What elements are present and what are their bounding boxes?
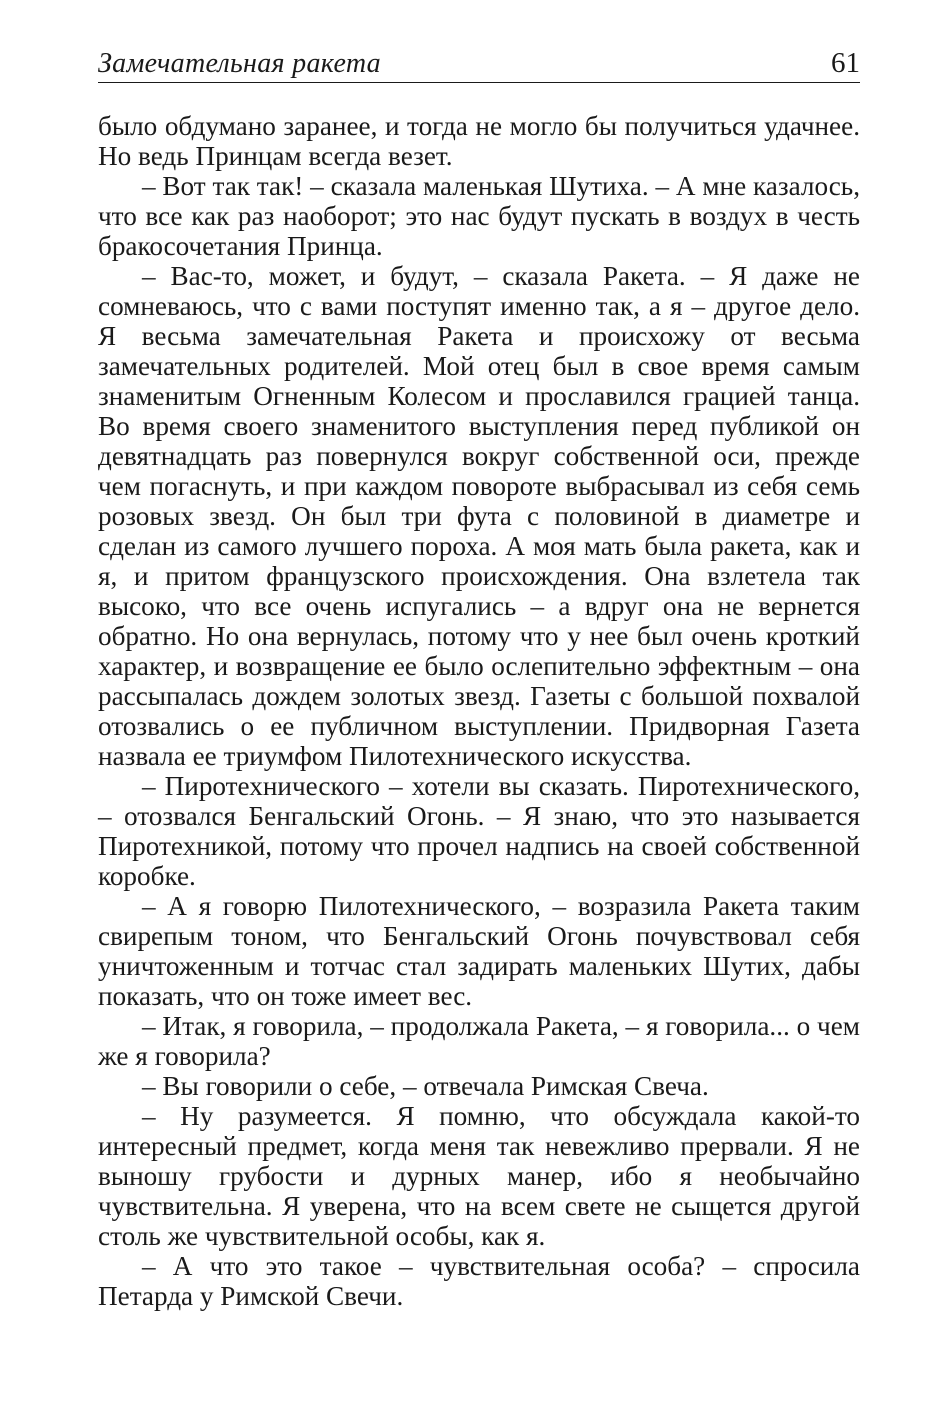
paragraph: – Пиротехнического – хотели вы сказать. Пиротехнического, – отозвался Бенгальский Огонь. – Я знаю, что это называется Пиротехникой, потому что прочел надпись на своей собственной коробке. bbox=[98, 771, 860, 891]
chapter-title: Замечательная ракета bbox=[98, 48, 381, 79]
paragraph: – А я говорю Пилотехнического, – возразила Ракета таким свирепым тоном, что Бенгальский Огонь почувствовал себя уничтоженным и тотчас стал задирать маленьких Шутих, дабы показать, что он тоже имеет вес. bbox=[98, 891, 860, 1011]
paragraph: – Вот так так! – сказала маленькая Шутиха. – А мне казалось, что все как раз наоборот; это нас будут пускать в воздух в честь бракосочетания Принца. bbox=[98, 171, 860, 261]
running-header bbox=[98, 38, 860, 83]
paragraph: было обдумано заранее, и тогда не могло бы получиться удачнее. Но ведь Принцам всегда везет. bbox=[98, 111, 860, 171]
paragraph: – Итак, я говорила, – продолжала Ракета, – я говорила... о чем же я говорила? bbox=[98, 1011, 860, 1071]
body-text bbox=[98, 111, 860, 1311]
paragraph: – Вы говорили о себе, – отвечала Римская Свеча. bbox=[142, 1071, 709, 1101]
paragraph: – Вас-то, может, и будут, – сказала Ракета. – Я даже не сомневаюсь, что с вами поступят именно так, а я – другое дело. Я весьма замечательная Ракета и происхожу от весьма замечательных родителей. Мой отец был в свое время самым знаменитым Огненным Колесом и прославился грацией танца. Во время своего знаменитого выступления перед публикой он девятнадцать раз повернулся вокруг собственной оси, прежде чем погаснуть, и при каждом повороте выбрасывал из себя семь розовых звезд. Он был три фута с половиной в диаметре и сделан из самого лучшего пороха. А моя мать была ракета, как и я, и притом французского происхождения. Она взлетела так высоко, что все очень испугались – а вдруг она не вернется обратно. Но она вернулась, потому что у нее был очень кроткий характер, и возвращение ее было ослепительно эффектным – она рассыпалась дождем золотых звезд. Газеты с большой похвалой отозвались о ее публичном выступлении. Придворная Газета назвала ее триумфом Пилотехнического искусства. bbox=[98, 261, 860, 771]
page-number: 61 bbox=[831, 47, 860, 79]
book-page bbox=[98, 38, 860, 1311]
paragraph: – Ну разумеется. Я помню, что обсуждала какой-то интересный предмет, когда меня так невежливо прервали. Я не выношу грубости и дурных манер, ибо я необычайно чувствительна. Я уверена, что на всем свете не сыщется другой столь же чувствительной особы, как я. bbox=[98, 1101, 860, 1251]
paragraph: – А что это такое – чувствительная особа? – спросила Петарда у Римской Свечи. bbox=[98, 1251, 860, 1311]
